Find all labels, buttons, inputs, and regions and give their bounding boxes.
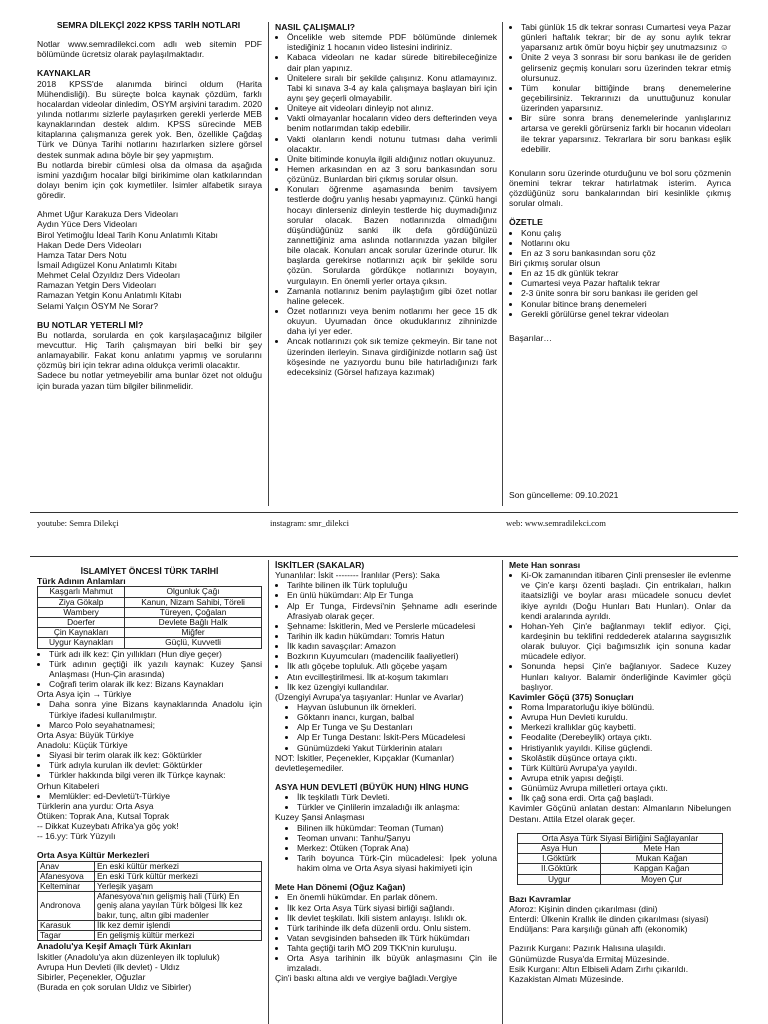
list-item: • Tarih boyunca Türk-Çin mücadelesi: İpek yoluna hakim olma ve Orta Asya siyasi hakimiyeti için <box>297 853 497 873</box>
list-item: • Ünite 2 veya 3 sonrası bir soru bankası ile de geriden gelirseniz geçmiş konuları soru üzerinden tekrar etmiş olursunuz. <box>521 52 731 82</box>
list-item: • Orta Asya tarihinin ilk büyük anlaşmasını Çin ile imzaladı. <box>287 953 497 973</box>
youtube-link[interactable]: youtube: Semra Dilekçi <box>37 518 119 528</box>
bullet-list <box>275 580 497 692</box>
table-cell: Kapgan Kağan <box>601 864 723 874</box>
text-line: Esik Kurganı: Altın Elbiseli Adam Zırhı çıkarıldı. <box>509 963 689 974</box>
table-row <box>38 638 262 648</box>
sources-paragraph: Bu notlarda birebir cümlesi olsa da olmasa da aşağıda ismini yazdığım hocalar bilgi birikimime olan katkılarından dolayı benim için çok kıymetliler. İsimler alfabetik sıraya göredir. <box>37 159 262 201</box>
list-item: Ramazan Yetgin Konu Anlatımlı Kitabı <box>37 290 182 301</box>
column-divider <box>502 22 503 506</box>
scythians-column <box>275 560 497 984</box>
text-line: Avrupa Hun Devleti (ilk devlet) - Uldız <box>37 961 180 972</box>
text-line: -- 16.yy: Türk Yüzyılı <box>37 831 116 842</box>
section-heading: Türk Adının Anlamları <box>37 576 126 587</box>
list-item: • Alp Er Tunga Destanı: İskit-Pers Mücadelesi <box>297 732 497 742</box>
text-line: Günümüzde Rusya'da Ermitaj Müzesinde. <box>509 953 670 964</box>
list-item: • İlk teşkilatlı Türk Devleti. <box>297 792 497 802</box>
summary-list <box>509 268 731 319</box>
list-item: • Gerekli görülürse genel tekrar videoları <box>521 309 731 319</box>
table-row <box>38 892 262 921</box>
list-item: • Türk tarihinde ilk defa düzenli ordu. Onlu sistem. <box>287 923 497 933</box>
review-list <box>509 22 731 154</box>
list-item: • En ünlü hükümdarı: Alp Er Tunga <box>287 590 497 600</box>
text-line: Orhun Kitabeleri <box>37 780 100 791</box>
table-cell: Devlete Bağlı Halk <box>125 617 262 627</box>
list-item: • Vatan sevgisinden bahseden ilk Türk hükümdarı <box>287 933 497 943</box>
table-row <box>38 931 262 941</box>
list-item: • Avrupa etnik yapısı değişti. <box>521 773 731 783</box>
table-cell: II.Göktürk <box>518 864 601 874</box>
summary-column <box>509 22 731 500</box>
list-item: • Ancak notlarınızı çok sık temize çekmeyin. Bir tane not üzerinden ilerleyin. Sınava girdiğinizde notların sağ üst köşesinde ne yazıyordu bunu bile hatırladığınızı fark edeceksiniz (Görsel hafızaya kazımak) <box>287 336 497 377</box>
table-row <box>38 607 262 617</box>
table-cell: En eski kültür merkezi <box>95 861 262 871</box>
table-cell: Afanesyova'nın gelişmiş hali (Türk) En geniş alana yayılan Türk bölgesi İlk kez bakır, tunç, altın gibi madenler <box>95 892 262 921</box>
list-item: • Tahta geçtiği tarih MÖ 209 TKK'nin kuruluşu. <box>287 943 497 953</box>
sources-heading: KAYNAKLAR <box>37 68 91 79</box>
table-cell: Uygur <box>518 874 601 884</box>
table-cell: Miğfer <box>125 628 262 638</box>
list-item: • Günümüz Avrupa milletleri ortaya çıktı. <box>521 783 731 793</box>
text-line: Aforoz: Kişinin dinden çıkarılması (dini) <box>509 903 658 914</box>
list-item: Aydın Yüce Ders Videoları <box>37 219 138 230</box>
list-item: • Kabaca videoları ne kadar sürede bitirebileceğinize dair plan yapınız. <box>287 52 497 72</box>
how-to-study-list <box>275 32 497 377</box>
unity-table <box>517 833 723 885</box>
text-line: Orta Asya: Büyük Türkiye <box>37 729 134 740</box>
table-cell: Mete Han <box>601 843 723 853</box>
list-item: • Coğrafi terim olarak ilk kez: Bizans Kaynakları <box>49 679 262 689</box>
table-row <box>38 617 262 627</box>
column-divider <box>268 22 269 506</box>
list-item: • Günümüzdeki Yakut Türklerinin ataları <box>297 743 497 753</box>
list-item: • Feodalite (Derebeylik) ortaya çıktı. <box>521 732 731 742</box>
intro-text: Notlar www.semradilekci.com adlı web sitemin PDF bölümünde ücretsiz olarak paylaşılmaktadır. <box>37 39 262 60</box>
list-item: • Bozkırın Kuyumcuları (madencilik faaliyetleri) <box>287 651 497 661</box>
table-cell: Moyen Çur <box>601 874 723 884</box>
table-cell: Kelteminar <box>38 881 95 891</box>
column-divider <box>502 560 503 1024</box>
table-row <box>38 920 262 930</box>
section-heading: Anadolu'ya Keşif Amaçlı Türk Akınları <box>37 941 192 952</box>
website-link[interactable]: web: www.semradilekci.com <box>506 518 606 528</box>
list-item: • Merkez: Ötüken (Toprak Ana) <box>297 843 497 853</box>
list-item: • Notlarını oku <box>521 238 731 248</box>
table-cell: Yerleşik yaşam <box>95 881 262 891</box>
how-to-study-heading: NASIL ÇALIŞMALI? <box>275 22 356 32</box>
list-item: • Ünitelere sıralı bir şekilde çalışınız. Konu atlamayınız. Tabi ki sınava 3-4 ay kala çalışmaya başlayan biri için aynı şey geçerli olmayabilir. <box>287 73 497 103</box>
table-row <box>518 874 723 884</box>
list-item: • İlk kez üzengiyi kullandılar. <box>287 682 497 692</box>
bullet-list <box>37 791 262 801</box>
text-line: Kuzey Şansi Anlaşması <box>275 812 365 823</box>
text-line: Orta Asya için → Türkiye <box>37 689 132 700</box>
sources-paragraph: 2018 KPSS'de alanımda birinci oldum (Harita Mühendisliği). Bu süreçte bolca kaynak çözdüm, farklı hocalardan videolar dinledim, ÖSYM arşivini taradım. 2020 yılında notlarımı sizlerle paylaşırken gerekli yerlerde MEB kaynaklarından destek aldım. KPSS sürecinde MEB kitaplarına çalışmanıza gerek yok. Ben, özellikle Çağdaş Türk ve Dünya Tarihi notlarını hazırlarken sizlere görsel destek sunmak adına böyle bir şey yapmıştım. <box>37 78 262 160</box>
culture-centers-table <box>37 861 262 942</box>
text-paragraph: Kavimler Göçünü anlatan destan: Almanların Nibelungen Destanı. Attila Etzel olarak geçer. <box>509 803 731 824</box>
table-cell: En gelişmiş kültür merkezi <box>95 931 262 941</box>
list-item: • İlk çağ sona erdi. Orta çağ başladı. <box>521 793 731 803</box>
list-item: • 2-3 ünite sonra bir soru bankası ile geriden gel <box>521 288 731 298</box>
list-item: • Türk adı ilk kez: Çin yıllıkları (Hun diye geçer) <box>49 649 262 659</box>
table-row <box>518 854 723 864</box>
list-item: • Şehname: İskitlerin, Med ve Perslerle mücadelesi <box>287 621 497 631</box>
list-item: • Hemen arkasından en az 3 soru bankasından soru çözünüz. Bunlardan biri çıkmış sorular olsun. <box>287 164 497 184</box>
list-item: • Konu çalış <box>521 228 731 238</box>
list-item: • Zamanla notlarınız benim paylaştığım gibi özet notlar haline gelecek. <box>287 286 497 306</box>
summary-heading: ÖZETLE <box>509 217 543 228</box>
note-line: NOT: İskitler, Peçenekler, Kıpçaklar (Kumanlar) devletleşemediler. <box>275 752 455 773</box>
table-cell: Türeyen, Çoğalan <box>125 607 262 617</box>
table-cell: Ziya Gökalp <box>38 597 125 607</box>
list-item: • Türkler hakkında bilgi veren ilk Türkçe kaynak: <box>49 770 262 780</box>
table-row <box>38 628 262 638</box>
table-cell: Wambery <box>38 607 125 617</box>
table-cell: Afanesyova <box>38 871 95 881</box>
table-cell: Olgunluk Çağı <box>125 587 262 597</box>
list-item: • En az 15 dk günlük tekrar <box>521 268 731 278</box>
list-item: • Tabi günlük 15 dk tekrar sonrası Cumartesi veya Pazar günleri haftalık tekrar; bir de ay sonu aylık tekrar yaparsanız artık ömür boyu hiçbir şey unutmazsınız ☺ <box>521 22 731 52</box>
list-item: • Avrupa Hun Devleti kuruldu. <box>521 712 731 722</box>
enough-paragraph: Sadece bu notlar yetmeyebilir ama bunlar özet not olduğu için burada yazan tüm bilgiler bilinmelidir. <box>37 370 262 391</box>
list-item: • Türkler ve Çinlilerin imzaladığı ilk anlaşma: <box>297 802 497 812</box>
table-row <box>518 833 723 843</box>
list-item: • Atın evcilleştirilmesi. İlk at-koşum takımları <box>287 672 497 682</box>
instagram-link[interactable]: instagram: smr_dilekci <box>270 518 349 528</box>
list-item: • Hristiyanlık yayıldı. Kilise güçlendi. <box>521 743 731 753</box>
list-item: • Türk adının geçtiği ilk yazılı kaynak: Kuzey Şansi Anlaşması (Hun-Çin arasında) <box>49 659 262 679</box>
text-line: Enterdi: Ülkenin Krallık ile dinden çıkarılması (siyasi) <box>509 914 709 925</box>
list-item: İsmail Adıgüzel Konu Anlatımlı Kitabı <box>37 259 177 270</box>
closing-text: Başarılar… <box>509 332 552 343</box>
page-title: SEMRA DİLEKÇİ 2022 KPSS TARİH NOTLARI <box>56 20 241 30</box>
text-line: Türklerin ana yurdu: Orta Asya <box>37 800 154 811</box>
table-cell: Karasuk <box>38 920 95 930</box>
list-item: • Alp Er Tunga ve Şu Destanları <box>297 722 497 732</box>
list-item: • En önemli hükümdar. En parlak dönem. <box>287 892 497 902</box>
summary-list <box>509 228 731 258</box>
text-line: (Üzengiyi Avrupa'ya taşıyanlar: Hunlar ve Avarlar) <box>275 691 464 702</box>
list-item: • Konular bitince branş denemeleri <box>521 299 731 309</box>
table-cell: Mukan Kağan <box>601 854 723 864</box>
enough-heading: BU NOTLAR YETERLİ Mİ? <box>37 319 144 330</box>
text-line: Yunanlılar: İskit -------- İranlılar (Pers): Saka <box>275 570 440 581</box>
bullet-list <box>275 892 497 973</box>
list-item: • Vakti olanların kendi notunu tutması daha verimli olacaktır. <box>287 134 497 154</box>
section-heading: Mete Han sonrası <box>509 560 581 570</box>
text-line: Anadolu: Küçük Türkiye <box>37 739 128 750</box>
list-item: Hamza Tatar Ders Notu <box>37 249 127 260</box>
table-row <box>38 881 262 891</box>
table-cell: Uygur Kaynakları <box>38 638 125 648</box>
list-item: • Sonunda hepsi Çin'e bağlanıyor. Sadece Kuzey Hunları kalıyor. Balamir önderliğinde Kavimler göçü başlıyor. <box>521 661 731 691</box>
list-item: • Hohan-Yeh Çin'e bağlanmayı teklif ediyor. Çiçi, kardeşinin bu teklifini reddederek atalarına saygısızlık olarak buluyor. Çiçi bağımsızlık için sonuna kadar mücadele ediyor. <box>521 621 731 662</box>
mete-han-column <box>509 560 731 984</box>
list-item: • Tarihin ilk kadın hükümdarı: Tomris Hatun <box>287 631 497 641</box>
list-item: Selami Yalçın ÖSYM Ne Sorar? <box>37 300 158 311</box>
list-item: • Siyasi bir terim olarak ilk kez: Göktürkler <box>49 750 262 760</box>
table-cell: Anav <box>38 861 95 871</box>
table-cell: Kanun, Nizam Sahibi, Töreli <box>125 597 262 607</box>
table-cell: Asya Hun <box>518 843 601 853</box>
list-item: • En az 3 soru bankasından soru çöz <box>521 248 731 258</box>
bullet-list <box>509 570 731 692</box>
section-heading: ASYA HUN DEVLETİ (BÜYÜK HUN) HİNG HUNG <box>275 781 469 792</box>
table-cell: Kaşgarlı Mahmut <box>38 587 125 597</box>
list-item: • Cumartesi veya Pazar haftalık tekrar <box>521 278 731 288</box>
list-item: • Hayvan üslubunun ilk örnekleri. <box>297 702 497 712</box>
table-row <box>38 597 262 607</box>
text-line: (Burada en çok sorulan Uldız ve Sibirler) <box>37 981 192 992</box>
column-divider <box>268 560 269 1024</box>
list-item: • Merkezi krallıklar güç kaybetti. <box>521 722 731 732</box>
bullet-list <box>275 823 497 874</box>
list-item: • Marco Polo seyahatnamesi; <box>49 720 262 730</box>
table-cell: Tagar <box>38 931 95 941</box>
list-item: • İlk devlet teşkilatı. İkili sistem anlayışı. Islıklı ok. <box>287 913 497 923</box>
list-item: • Memlükler: ed-Devletü't-Türkiye <box>49 791 262 801</box>
list-item: • Vakti olmayanlar hocaların video ders defterinden veya benim notlarımdan takip edebilir. <box>287 113 497 133</box>
table-header: Orta Asya Türk Siyasi Birliğini Sağlayanlar <box>518 833 723 843</box>
list-item: • Göktanrı inancı, kurgan, balbal <box>297 712 497 722</box>
text-line: Çin'i baskı altına aldı ve vergiye bağladı.Vergiye <box>275 973 458 984</box>
history-notes-page <box>0 556 768 1024</box>
list-item: • Bilinen ilk hükümdar: Teoman (Tuman) <box>297 823 497 833</box>
table-row <box>38 871 262 881</box>
bullet-list <box>37 649 262 690</box>
table-cell: İlk kez demir işlendi <box>95 920 262 930</box>
table-cell: En eski Türk kültür merkezi <box>95 871 262 881</box>
list-item: Hakan Dede Ders Videoları <box>37 239 142 250</box>
how-to-study-column <box>275 22 497 377</box>
table-cell: Çin Kaynakları <box>38 628 125 638</box>
table-row <box>38 587 262 597</box>
sources-list <box>37 209 262 310</box>
list-item: Mehmet Celal Özyıldız Ders Videoları <box>37 270 181 281</box>
section-heading: Bazı Kavramlar <box>509 893 572 904</box>
list-item: • İlk kez Orta Asya Türk siyasi birliği sağlandı. <box>287 903 497 913</box>
bullet-list <box>275 792 497 812</box>
list-item: • Ki-Ok zamanından itibaren Çinli prensesler ile evlenme ve Çin'e karşı özenti başladı. Çin entrikaları, halkın itaatsizliği ve boylar arası mücadele sonucu devlet ikiye ayrıldı (Doğu Hunları Batı Hunları). Onlar da kendi aralarında ayrıldı. <box>521 570 731 621</box>
table-row <box>518 864 723 874</box>
last-updated: Son güncelleme: 09.10.2021 <box>509 490 619 500</box>
list-item: • Tüm konular bittiğinde branş denemelerine geçebilirsiniz. Tekrarınızı da unuttuğunuz konular üzerinden yaparsınız. <box>521 83 731 113</box>
text-line: İskitler (Anadolu'ya akın düzenleyen ilk topluluk) <box>37 951 220 962</box>
list-item: • Roma İmparatorluğu ikiye bölündü. <box>521 702 731 712</box>
bullet-list <box>509 702 731 803</box>
bullet-list <box>37 699 262 729</box>
pre-islamic-column <box>37 566 262 992</box>
list-item: • Tarihte bilinen ilk Türk topluluğu <box>287 580 497 590</box>
table-cell: I.Göktürk <box>518 854 601 864</box>
list-item: • Özet notlarınızı veya benim notlarımı her gece 15 dk okuyun. Uyumadan önce okuduklarınız zihninizde daha iyi yer eder. <box>287 306 497 336</box>
text-line: Pazırık Kurganı: Pazırık Halısına ulaşıldı. <box>509 943 666 954</box>
text-line: Endüljans: Para karşılığı günah affı (ekonomik) <box>509 924 688 935</box>
table-cell: Güçlü, Kuvvetli <box>125 638 262 648</box>
list-item: • Türk adıyla kurulan ilk devlet: Göktürkler <box>49 760 262 770</box>
section-heading: Mete Han Dönemi (Oğuz Kağan) <box>275 882 406 893</box>
bullet-list <box>275 702 497 753</box>
list-item: Ahmet Uğur Karakuza Ders Videoları <box>37 209 179 220</box>
section-heading: Kavimler Göçü (375) Sonuçları <box>509 691 634 702</box>
list-item: • Öncelikle web sitemde PDF bölümünde dinlemek istediğiniz 1 hocanın video listesini indiriniz. <box>287 32 497 52</box>
enough-paragraph: Bu notlarda, sorularda en çok karşılaşacağınız bilgiler mevcuttur. Hiç Tarih çalışmayan biri belki bir şey anlamayabilir. Fakat konu anlatımı yapmış ve sorularını çözmüş biri için tekrar adına oldukça verimli olacaktır. <box>37 329 262 371</box>
list-item: • Skolâstik düşünce ortaya çıktı. <box>521 753 731 763</box>
footer-rule <box>30 512 738 513</box>
intro-column <box>37 20 262 391</box>
text-line: Ötüken: Toprak Ana, Kutsal Toprak <box>37 810 170 821</box>
list-item: Ramazan Yetgin Ders Videoları <box>37 280 157 291</box>
bullet-list <box>37 750 262 780</box>
header-rule <box>30 556 738 557</box>
summary-note: Biri çıkmış sorular olsun <box>509 257 601 268</box>
text-line: Sibirler, Peçenekler, Oğuzlar <box>37 971 146 982</box>
table-row <box>38 861 262 871</box>
list-item: • Teoman unvanı: Tanhu/Şanyu <box>297 833 497 843</box>
section-heading: Orta Asya Kültür Merkezleri <box>37 850 150 861</box>
list-item: Birol Yetimoğlu İdeal Tarih Konu Anlatımlı Kitabı <box>37 229 218 240</box>
name-meanings-table <box>37 586 262 648</box>
list-item: • Türk Kültürü Avrupa'ya yayıldı. <box>521 763 731 773</box>
text-line: Kazakistan Almatı Müzesinde. <box>509 973 624 984</box>
reminder-paragraph: Konuların soru üzerinde oturduğunu ve bol soru çözmenin önemini tekrar tekrar hatırlatmak isterim. Ayrıca çözdüğünüz soru bankalarından biri kesinlikle çıkmış sorular olmalı. <box>509 167 731 209</box>
text-line: -- Dikkat Kuzeybatı Afrika'ya göç yok! <box>37 821 179 832</box>
list-item: • İlk kadın savaşçılar: Amazon <box>287 641 497 651</box>
list-item: • Üniteye ait videoları dinleyip not alınız. <box>287 103 497 113</box>
list-item: • Bir süre sonra branş denemelerinde yanlışlarınız artarsa ve gerekli görürseniz farklı bir hocanın videoları ile tekrar yaparsınız. Tekrarlara bir soru bankası eşlik edebilir. <box>521 113 731 154</box>
table-cell: Doerfer <box>38 617 125 627</box>
page-title: İSLAMİYET ÖNCESİ TÜRK TARİHİ <box>80 566 219 576</box>
table-row <box>518 843 723 853</box>
list-item: • Ünite bitiminde konuyla ilgili aldığınız notları okuyunuz. <box>287 154 497 164</box>
list-item: • Daha sonra yine Bizans kaynaklarında Anadolu için Türkiye ifadesi kullanılmıştır. <box>49 699 262 719</box>
list-item: • İlk atlı göçebe topluluk. Atlı göçebe yaşam <box>287 661 497 671</box>
table-cell: Andronova <box>38 892 95 921</box>
section-heading: İSKİTLER (SAKALAR) <box>275 560 365 570</box>
list-item: • Alp Er Tunga, Firdevsi'nin Şehname adlı eserinde Afrasiyab olarak geçer. <box>287 601 497 621</box>
list-item: • Konuları öğrenme aşamasında benim tavsiyem testlerde doğru yanlış hesabı yapmayınız. Çünkü hangi hocayı dinlerseniz dinleyin testlerde hiç duymadığınız sorular olacak. Bazen notlarınızda olmadığını düşündüğünüz sanki ilk defa gördüğünüzü zannettiğiniz ama aslında notlarınızda yazan bilgiler bile olacak. Konuları ancak sorular üzerinde oturur. İlk başlarda gerekirse notlarınızı açık bir şekilde soru çözün. Sorularda gördükçe notlarınızı boyayın, vurgulayın. En önemli yerler ortaya çıksın. <box>287 184 497 285</box>
